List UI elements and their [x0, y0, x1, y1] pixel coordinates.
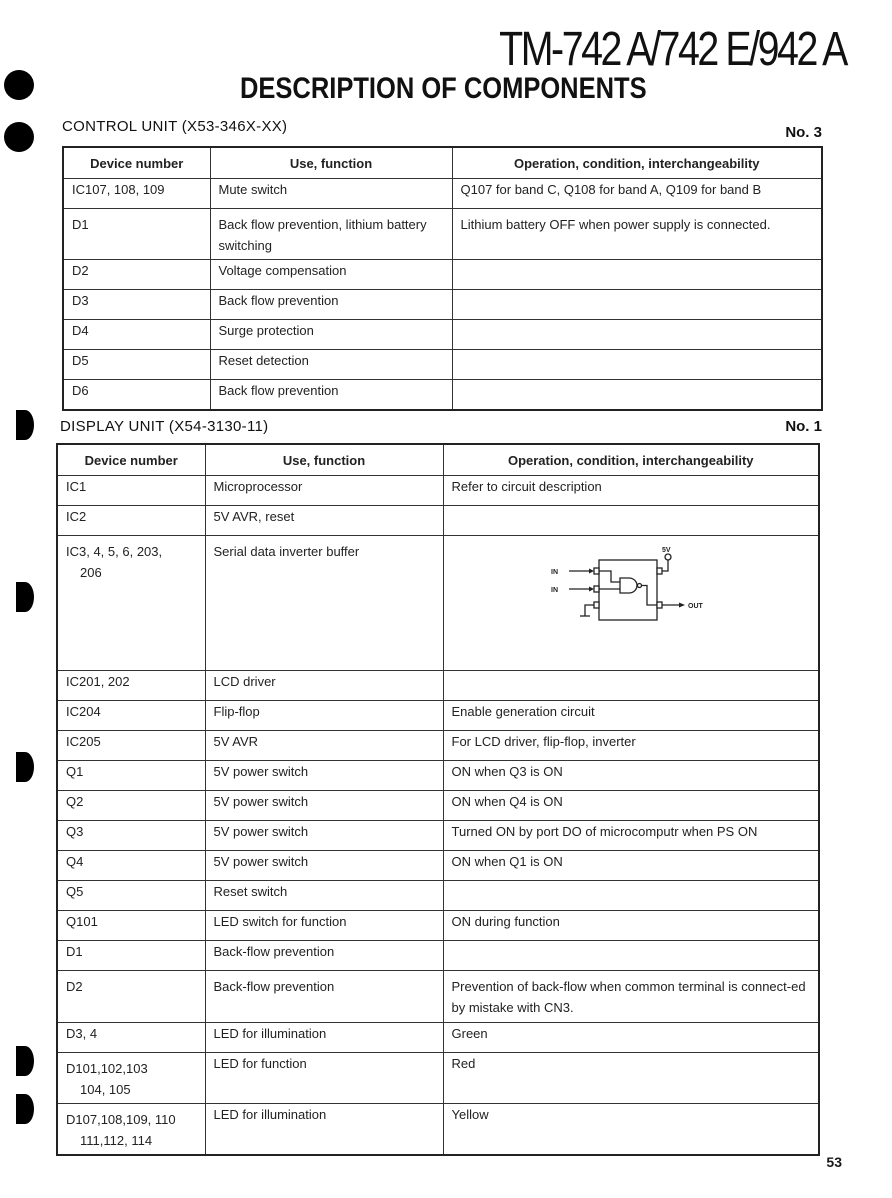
binder-hole	[16, 752, 34, 782]
inverter-buffer-diagram	[549, 544, 729, 644]
operation-cell: For LCD driver, flip-flop, inverter	[443, 731, 819, 761]
table-header-row	[57, 444, 819, 476]
diagram-label-in: IN	[550, 569, 558, 576]
device-cell	[57, 536, 205, 671]
operation-cell: Turned ON by port DO of microcomputr when PS ON	[443, 821, 819, 851]
use-cell: Mute switch	[210, 179, 452, 209]
ic-package	[599, 560, 657, 620]
table-row	[57, 761, 819, 791]
operation-cell: ON when Q4 is ON	[443, 791, 819, 821]
operation-cell: Enable generation circuit	[443, 701, 819, 731]
device-line: 104, 105	[80, 1082, 131, 1097]
device-cell: D2	[57, 971, 205, 1023]
table-row	[57, 671, 819, 701]
column-header-operation: Operation, condition, interchangeability	[443, 444, 819, 476]
binder-hole	[4, 70, 34, 100]
operation-cell: Yellow	[443, 1104, 819, 1156]
operation-cell: ON when Q1 is ON	[443, 851, 819, 881]
use-cell: LED for illumination	[205, 1023, 443, 1053]
use-cell: Back flow prevention, lithium battery switching	[210, 209, 452, 260]
binder-hole	[16, 1094, 34, 1124]
device-cell: Q3	[57, 821, 205, 851]
table-row	[57, 911, 819, 941]
device-cell: D5	[63, 350, 210, 380]
device-cell: D4	[63, 320, 210, 350]
binder-hole	[4, 122, 34, 152]
device-cell: IC201, 202	[57, 671, 205, 701]
supply-terminal	[665, 554, 671, 560]
device-cell: D3, 4	[57, 1023, 205, 1053]
wire	[599, 571, 620, 582]
use-cell: Reset detection	[210, 350, 452, 380]
table-row	[57, 731, 819, 761]
use-cell: 5V AVR, reset	[205, 506, 443, 536]
use-cell: Back flow prevention	[210, 380, 452, 410]
binder-hole	[16, 582, 34, 612]
operation-cell: Prevention of back-flow when common terminal is connect-ed by mistake with CN3.	[443, 971, 819, 1023]
table-row	[57, 851, 819, 881]
operation-cell	[443, 536, 819, 671]
arrow-icon	[589, 569, 594, 574]
table-row	[57, 506, 819, 536]
column-header-use: Use, function	[205, 444, 443, 476]
inversion-bubble	[637, 584, 641, 588]
table-row	[57, 791, 819, 821]
device-cell: D3	[63, 290, 210, 320]
nand-gate	[620, 578, 637, 593]
device-cell: D6	[63, 380, 210, 410]
device-cell: IC2	[57, 506, 205, 536]
diagram-label-out: OUT	[687, 603, 703, 610]
column-header-use: Use, function	[210, 147, 452, 179]
use-cell: Microprocessor	[205, 476, 443, 506]
arrow-icon	[679, 603, 685, 608]
device-cell: Q4	[57, 851, 205, 881]
section-name: DISPLAY UNIT (X54-3130-11)	[60, 418, 269, 435]
device-cell	[57, 1104, 205, 1156]
diagram-label-5v: 5V	[661, 547, 671, 554]
use-cell: Voltage compensation	[210, 260, 452, 290]
use-cell: Reset switch	[205, 881, 443, 911]
table-row	[63, 380, 822, 410]
device-line: 206	[80, 565, 102, 580]
use-cell: LED for function	[205, 1053, 443, 1104]
binder-hole	[16, 410, 34, 440]
section-number: No. 3	[785, 124, 822, 141]
table-row	[63, 209, 822, 260]
use-cell: 5V power switch	[205, 851, 443, 881]
section-number: No. 1	[785, 418, 822, 435]
wire	[662, 560, 668, 571]
table-row	[57, 701, 819, 731]
table-row	[63, 350, 822, 380]
device-cell: IC1	[57, 476, 205, 506]
use-cell: Flip-flop	[205, 701, 443, 731]
operation-cell: ON during function	[443, 911, 819, 941]
table-row	[57, 1053, 819, 1104]
table-row	[63, 260, 822, 290]
device-cell: Q2	[57, 791, 205, 821]
device-line: 111,112, 114	[80, 1133, 153, 1148]
device-line: IC3, 4, 5, 6, 203,	[66, 544, 163, 559]
operation-cell	[452, 320, 822, 350]
pin	[657, 568, 662, 574]
column-header-operation: Operation, condition, interchangeability	[452, 147, 822, 179]
device-cell: D1	[63, 209, 210, 260]
page-title: DESCRIPTION OF COMPONENTS	[240, 72, 647, 105]
use-cell: LED switch for function	[205, 911, 443, 941]
operation-cell	[443, 671, 819, 701]
wire	[585, 605, 594, 616]
table-row	[57, 1023, 819, 1053]
device-cell: D2	[63, 260, 210, 290]
use-cell: Back-flow prevention	[205, 971, 443, 1023]
table-row	[63, 290, 822, 320]
use-cell: Surge protection	[210, 320, 452, 350]
model-title: TM-742 A/742 E/942 A	[499, 23, 846, 76]
device-cell: Q101	[57, 911, 205, 941]
page-number: 53	[826, 1154, 842, 1170]
control-unit-heading	[62, 118, 822, 141]
arrow-icon	[589, 587, 594, 592]
table-row	[63, 179, 822, 209]
table-header-row	[63, 147, 822, 179]
column-header-device: Device number	[57, 444, 205, 476]
device-cell	[57, 1053, 205, 1104]
operation-cell	[452, 260, 822, 290]
operation-cell	[452, 380, 822, 410]
operation-cell: Lithium battery OFF when power supply is connected.	[452, 209, 822, 260]
binder-hole	[16, 1046, 34, 1076]
operation-cell: Refer to circuit description	[443, 476, 819, 506]
use-cell: 5V power switch	[205, 791, 443, 821]
use-cell: LED for illumination	[205, 1104, 443, 1156]
table-row	[57, 971, 819, 1023]
use-cell: Back-flow prevention	[205, 941, 443, 971]
operation-cell: ON when Q3 is ON	[443, 761, 819, 791]
device-line: D107,108,109, 110	[66, 1112, 176, 1127]
pin	[594, 602, 599, 608]
control-unit-table	[62, 146, 823, 411]
operation-cell	[443, 506, 819, 536]
column-header-device: Device number	[63, 147, 210, 179]
pin	[594, 586, 599, 592]
pin	[657, 602, 662, 608]
table-row	[63, 320, 822, 350]
device-line: D101,102,103	[66, 1061, 148, 1076]
use-cell: LCD driver	[205, 671, 443, 701]
operation-cell	[452, 290, 822, 320]
pin	[594, 568, 599, 574]
use-cell: Serial data inverter buffer	[205, 536, 443, 671]
use-cell: 5V power switch	[205, 821, 443, 851]
diagram-label-in: IN	[550, 587, 558, 594]
device-cell: D1	[57, 941, 205, 971]
display-unit-heading	[60, 418, 822, 435]
operation-cell	[443, 941, 819, 971]
device-cell: Q5	[57, 881, 205, 911]
use-cell: 5V power switch	[205, 761, 443, 791]
device-cell: IC205	[57, 731, 205, 761]
use-cell: 5V AVR	[205, 731, 443, 761]
wire	[641, 586, 657, 606]
operation-cell	[452, 350, 822, 380]
display-unit-table	[56, 443, 820, 1156]
section-name: CONTROL UNIT (X53-346X-XX)	[62, 118, 288, 135]
table-row	[57, 941, 819, 971]
device-cell: IC204	[57, 701, 205, 731]
operation-cell	[443, 881, 819, 911]
table-row	[57, 881, 819, 911]
device-cell: Q1	[57, 761, 205, 791]
operation-cell: Green	[443, 1023, 819, 1053]
operation-cell: Red	[443, 1053, 819, 1104]
table-row	[57, 821, 819, 851]
use-cell: Back flow prevention	[210, 290, 452, 320]
device-cell: IC107, 108, 109	[63, 179, 210, 209]
table-row	[57, 1104, 819, 1156]
table-row	[57, 536, 819, 671]
operation-cell: Q107 for band C, Q108 for band A, Q109 for band B	[452, 179, 822, 209]
table-row	[57, 476, 819, 506]
